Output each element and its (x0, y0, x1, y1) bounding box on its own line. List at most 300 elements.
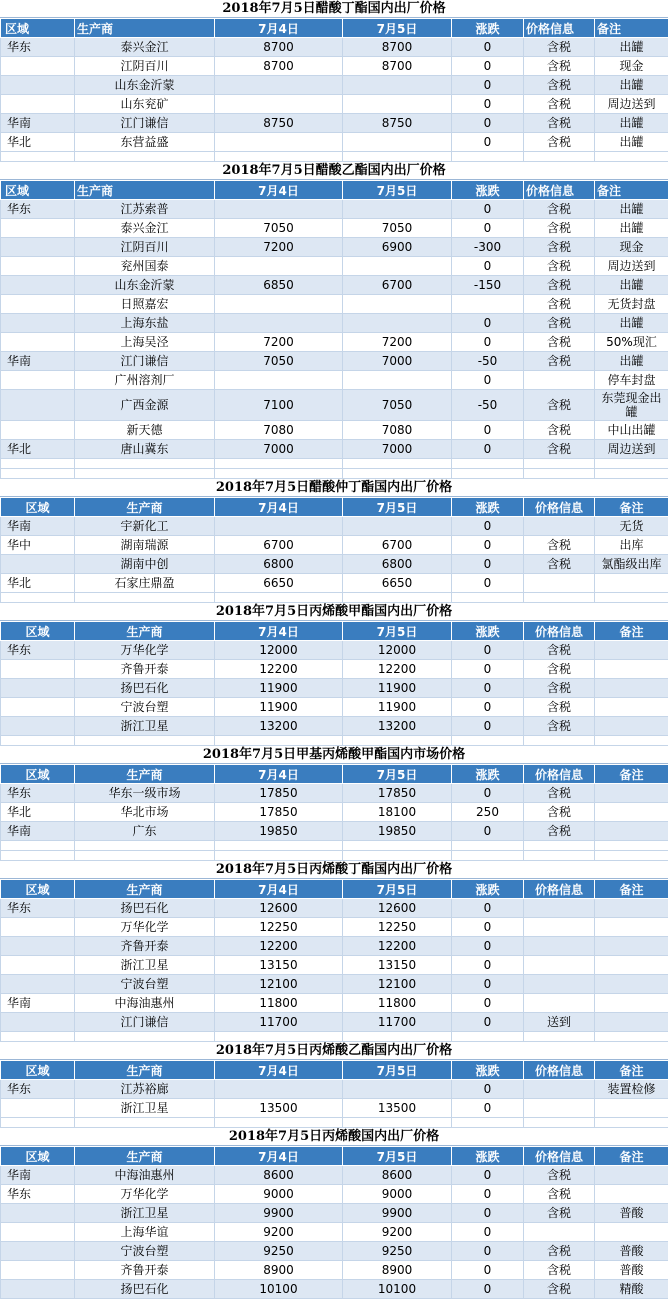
cell-d1 (215, 95, 343, 114)
spacer-cell (595, 459, 668, 469)
cell-d2: 7080 (343, 421, 452, 440)
spacer-cell (524, 152, 595, 162)
column-header: 生产商 (75, 1061, 215, 1080)
cell-producer: 浙江卫星 (75, 717, 215, 736)
spacer-row (1, 1032, 668, 1042)
cell-producer: 东营益盛 (75, 133, 215, 152)
cell-d1: 13150 (215, 956, 343, 975)
spacer-cell (524, 1118, 595, 1128)
cell-note (595, 899, 668, 918)
cell-d1: 11700 (215, 1013, 343, 1032)
column-header: 7月4日 (215, 498, 343, 517)
cell-note: 停车封盘 (595, 371, 668, 390)
cell-chg: 0 (452, 1242, 524, 1261)
cell-region (1, 421, 75, 440)
cell-region (1, 555, 75, 574)
table-row (1, 314, 668, 333)
cell-d2: 7050 (343, 219, 452, 238)
section-title: 2018年7月5日醋酸丁酯国内出厂价格 (0, 0, 668, 18)
cell-region (1, 276, 75, 295)
column-header: 区域 (1, 1061, 75, 1080)
cell-note: 出库 (595, 536, 668, 555)
cell-d2: 12200 (343, 660, 452, 679)
table-row (1, 1099, 668, 1118)
cell-chg: 0 (452, 679, 524, 698)
cell-d1: 6850 (215, 276, 343, 295)
cell-note: 出罐 (595, 314, 668, 333)
cell-price: 含税 (524, 717, 595, 736)
cell-d1: 8600 (215, 1166, 343, 1185)
cell-d2: 11900 (343, 679, 452, 698)
spacer-cell (595, 841, 668, 851)
cell-price: 含税 (524, 641, 595, 660)
cell-region (1, 660, 75, 679)
cell-d2 (343, 76, 452, 95)
cell-price (524, 1099, 595, 1118)
cell-chg: 0 (452, 1013, 524, 1032)
column-header: 涨跌 (452, 1147, 524, 1166)
cell-note: 出罐 (595, 38, 668, 57)
cell-d1: 7080 (215, 421, 343, 440)
table-row (1, 295, 668, 314)
cell-chg: 0 (452, 421, 524, 440)
spacer-cell (452, 851, 524, 861)
cell-producer: 兖州国泰 (75, 257, 215, 276)
cell-region (1, 257, 75, 276)
section-title: 2018年7月5日醋酸仲丁酯国内出厂价格 (0, 479, 668, 497)
cell-price: 含税 (524, 114, 595, 133)
column-header: 价格信息 (524, 622, 595, 641)
cell-note: 普酸 (595, 1242, 668, 1261)
cell-producer: 浙江卫星 (75, 1099, 215, 1118)
spacer-cell (75, 1118, 215, 1128)
spacer-cell (343, 593, 452, 603)
header-row (1, 622, 668, 641)
cell-price: 含税 (524, 698, 595, 717)
cell-chg: 0 (452, 1261, 524, 1280)
cell-region (1, 57, 75, 76)
cell-chg: 0 (452, 440, 524, 459)
header-row (1, 1147, 668, 1166)
column-header: 7月5日 (343, 1061, 452, 1080)
cell-note: 出罐 (595, 200, 668, 219)
cell-note: 周边送到 (595, 257, 668, 276)
spacer-cell (215, 1118, 343, 1128)
spacer-cell (1, 469, 75, 479)
cell-d2: 9200 (343, 1223, 452, 1242)
cell-note (595, 698, 668, 717)
cell-producer: 宇新化工 (75, 517, 215, 536)
column-header: 7月5日 (343, 181, 452, 200)
column-header: 生产商 (75, 622, 215, 641)
cell-price: 含税 (524, 219, 595, 238)
cell-region (1, 1261, 75, 1280)
cell-producer: 新天德 (75, 421, 215, 440)
header-row (1, 1061, 668, 1080)
table-row (1, 238, 668, 257)
cell-d1: 11900 (215, 698, 343, 717)
spacer-cell (524, 469, 595, 479)
column-header: 7月4日 (215, 19, 343, 38)
table-row (1, 660, 668, 679)
cell-d1: 13200 (215, 717, 343, 736)
table-row (1, 918, 668, 937)
price-section (0, 746, 668, 861)
cell-d2: 9000 (343, 1185, 452, 1204)
cell-price: 含税 (524, 1185, 595, 1204)
cell-chg: 250 (452, 803, 524, 822)
spacer-cell (524, 736, 595, 746)
cell-d1: 17850 (215, 803, 343, 822)
cell-d1: 8700 (215, 57, 343, 76)
cell-producer: 上海华谊 (75, 1223, 215, 1242)
cell-chg: 0 (452, 314, 524, 333)
cell-region (1, 295, 75, 314)
spacer-row (1, 851, 668, 861)
cell-note: 50%现汇 (595, 333, 668, 352)
price-table (0, 1060, 668, 1128)
cell-d1: 7200 (215, 238, 343, 257)
column-header: 7月4日 (215, 765, 343, 784)
cell-producer: 湖南中创 (75, 555, 215, 574)
spacer-cell (215, 152, 343, 162)
cell-producer: 山东金沂蒙 (75, 276, 215, 295)
column-header: 7月5日 (343, 765, 452, 784)
column-header: 7月4日 (215, 1061, 343, 1080)
cell-note: 现金 (595, 238, 668, 257)
cell-d2: 7200 (343, 333, 452, 352)
cell-producer: 泰兴金江 (75, 38, 215, 57)
cell-d2: 17850 (343, 784, 452, 803)
cell-note (595, 994, 668, 1013)
cell-price: 含税 (524, 333, 595, 352)
cell-producer: 万华化学 (75, 918, 215, 937)
cell-d2: 8900 (343, 1261, 452, 1280)
cell-region: 华南 (1, 517, 75, 536)
cell-producer: 江门谦信 (75, 1013, 215, 1032)
cell-price: 含税 (524, 1261, 595, 1280)
cell-chg: 0 (452, 38, 524, 57)
cell-d2 (343, 1080, 452, 1099)
cell-chg: -50 (452, 352, 524, 371)
cell-chg: 0 (452, 975, 524, 994)
price-table (0, 879, 668, 1042)
spacer-cell (75, 152, 215, 162)
cell-d1 (215, 76, 343, 95)
column-header: 价格信息 (524, 880, 595, 899)
cell-note (595, 1166, 668, 1185)
price-section (0, 162, 668, 479)
cell-producer: 华北市场 (75, 803, 215, 822)
cell-producer: 扬巴石化 (75, 1280, 215, 1299)
spacer-cell (524, 459, 595, 469)
table-row (1, 95, 668, 114)
cell-note (595, 660, 668, 679)
column-header: 价格信息 (524, 765, 595, 784)
cell-d1 (215, 200, 343, 219)
cell-region (1, 371, 75, 390)
cell-chg: 0 (452, 1223, 524, 1242)
cell-d1: 9900 (215, 1204, 343, 1223)
spacer-cell (452, 736, 524, 746)
cell-region: 华南 (1, 1166, 75, 1185)
cell-d1: 13500 (215, 1099, 343, 1118)
spacer-cell (343, 469, 452, 479)
cell-chg: -150 (452, 276, 524, 295)
spacer-row (1, 152, 668, 162)
cell-chg: 0 (452, 1280, 524, 1299)
table-row (1, 698, 668, 717)
cell-producer: 宁波台塑 (75, 975, 215, 994)
cell-d1 (215, 517, 343, 536)
table-row (1, 276, 668, 295)
section-title: 2018年7月5日醋酸乙酯国内出厂价格 (0, 162, 668, 180)
table-row (1, 679, 668, 698)
cell-producer: 齐鲁开泰 (75, 1261, 215, 1280)
column-header: 7月5日 (343, 498, 452, 517)
table-row (1, 1242, 668, 1261)
spacer-cell (215, 736, 343, 746)
cell-d2: 8600 (343, 1166, 452, 1185)
table-row (1, 1080, 668, 1099)
cell-note (595, 918, 668, 937)
price-table (0, 621, 668, 746)
cell-chg: 0 (452, 660, 524, 679)
table-row (1, 822, 668, 841)
cell-note (595, 679, 668, 698)
cell-price: 含税 (524, 390, 595, 421)
cell-chg: 0 (452, 899, 524, 918)
cell-price: 含税 (524, 660, 595, 679)
spacer-cell (215, 1032, 343, 1042)
cell-price: 含税 (524, 536, 595, 555)
table-row (1, 1013, 668, 1032)
cell-region (1, 1013, 75, 1032)
cell-producer: 山东金沂蒙 (75, 76, 215, 95)
cell-region (1, 975, 75, 994)
spacer-cell (75, 469, 215, 479)
cell-price: 含税 (524, 1242, 595, 1261)
cell-d1: 11900 (215, 679, 343, 698)
section-title: 2018年7月5日甲基丙烯酸甲酯国内市场价格 (0, 746, 668, 764)
cell-region (1, 1204, 75, 1223)
table-row (1, 784, 668, 803)
cell-d2: 7000 (343, 352, 452, 371)
cell-d1: 12200 (215, 660, 343, 679)
cell-price: 含税 (524, 421, 595, 440)
spacer-cell (215, 469, 343, 479)
cell-price: 含税 (524, 200, 595, 219)
cell-chg: 0 (452, 641, 524, 660)
cell-d2 (343, 95, 452, 114)
cell-note: 普酸 (595, 1204, 668, 1223)
cell-producer: 宁波台塑 (75, 698, 215, 717)
cell-note: 装置检修 (595, 1080, 668, 1099)
cell-chg: 0 (452, 956, 524, 975)
table-row (1, 333, 668, 352)
cell-d1 (215, 133, 343, 152)
cell-region: 华中 (1, 536, 75, 555)
column-header: 价格信息 (524, 498, 595, 517)
cell-note: 精酸 (595, 1280, 668, 1299)
cell-price (524, 574, 595, 593)
spacer-row (1, 1118, 668, 1128)
cell-price (524, 994, 595, 1013)
spacer-cell (215, 593, 343, 603)
cell-price: 含税 (524, 1280, 595, 1299)
spacer-cell (1, 841, 75, 851)
column-header: 涨跌 (452, 181, 524, 200)
column-header: 7月4日 (215, 1147, 343, 1166)
cell-note (595, 822, 668, 841)
spacer-cell (452, 469, 524, 479)
cell-price (524, 517, 595, 536)
cell-d2: 12100 (343, 975, 452, 994)
cell-d1: 6800 (215, 555, 343, 574)
cell-d2: 11900 (343, 698, 452, 717)
cell-price: 含税 (524, 314, 595, 333)
column-header: 涨跌 (452, 880, 524, 899)
cell-d1: 7200 (215, 333, 343, 352)
cell-d1: 10100 (215, 1280, 343, 1299)
cell-d1: 12600 (215, 899, 343, 918)
cell-d2: 6800 (343, 555, 452, 574)
cell-chg: 0 (452, 994, 524, 1013)
cell-note (595, 574, 668, 593)
table-row (1, 114, 668, 133)
table-row (1, 440, 668, 459)
cell-region: 华东 (1, 784, 75, 803)
cell-d2: 12000 (343, 641, 452, 660)
table-row (1, 390, 668, 421)
cell-d2: 10100 (343, 1280, 452, 1299)
cell-d2: 13500 (343, 1099, 452, 1118)
cell-price (524, 371, 595, 390)
spacer-cell (524, 841, 595, 851)
cell-producer: 江苏裕廊 (75, 1080, 215, 1099)
spacer-cell (1, 736, 75, 746)
cell-d1: 9250 (215, 1242, 343, 1261)
cell-d1: 9000 (215, 1185, 343, 1204)
cell-price: 含税 (524, 57, 595, 76)
column-header: 备注 (595, 622, 668, 641)
column-header: 涨跌 (452, 765, 524, 784)
section-title: 2018年7月5日丙烯酸丁酯国内出厂价格 (0, 861, 668, 879)
spacer-cell (595, 152, 668, 162)
cell-d2: 6700 (343, 536, 452, 555)
header-row (1, 765, 668, 784)
cell-region: 华东 (1, 641, 75, 660)
cell-region (1, 314, 75, 333)
cell-note: 现金 (595, 57, 668, 76)
price-section (0, 861, 668, 1042)
header-row (1, 880, 668, 899)
cell-region (1, 76, 75, 95)
spacer-cell (343, 152, 452, 162)
column-header: 7月4日 (215, 181, 343, 200)
cell-region: 华北 (1, 574, 75, 593)
cell-chg: 0 (452, 517, 524, 536)
cell-producer: 齐鲁开泰 (75, 660, 215, 679)
cell-chg: 0 (452, 1099, 524, 1118)
table-row (1, 1185, 668, 1204)
cell-note: 无货封盘 (595, 295, 668, 314)
cell-producer: 广西金源 (75, 390, 215, 421)
cell-producer: 上海吴泾 (75, 333, 215, 352)
cell-chg: 0 (452, 95, 524, 114)
spacer-cell (1, 459, 75, 469)
spacer-cell (75, 459, 215, 469)
cell-note (595, 1185, 668, 1204)
cell-d2: 6650 (343, 574, 452, 593)
cell-region (1, 698, 75, 717)
table-row (1, 200, 668, 219)
spacer-cell (1, 593, 75, 603)
price-table (0, 1146, 668, 1299)
cell-d1 (215, 295, 343, 314)
cell-region (1, 1280, 75, 1299)
cell-price: 含税 (524, 295, 595, 314)
cell-d2: 18100 (343, 803, 452, 822)
column-header: 备注 (595, 1061, 668, 1080)
cell-d2 (343, 295, 452, 314)
spacer-cell (452, 459, 524, 469)
column-header: 区域 (1, 765, 75, 784)
spacer-cell (1, 152, 75, 162)
spacer-cell (452, 1118, 524, 1128)
cell-region: 华东 (1, 38, 75, 57)
cell-region: 华东 (1, 899, 75, 918)
cell-d1: 7000 (215, 440, 343, 459)
price-section (0, 603, 668, 746)
cell-note (595, 784, 668, 803)
cell-d2 (343, 257, 452, 276)
cell-price: 含税 (524, 679, 595, 698)
cell-chg: 0 (452, 918, 524, 937)
table-row (1, 1204, 668, 1223)
spacer-cell (1, 1032, 75, 1042)
column-header: 涨跌 (452, 498, 524, 517)
column-header: 备注 (595, 880, 668, 899)
column-header: 价格信息 (524, 181, 595, 200)
cell-note (595, 1223, 668, 1242)
table-row (1, 641, 668, 660)
cell-d1: 6700 (215, 536, 343, 555)
spacer-cell (452, 152, 524, 162)
cell-d1: 19850 (215, 822, 343, 841)
cell-region (1, 219, 75, 238)
cell-note: 中山出罐 (595, 421, 668, 440)
column-header: 价格信息 (524, 19, 595, 38)
cell-chg: 0 (452, 574, 524, 593)
price-table (0, 497, 668, 603)
cell-chg: 0 (452, 1166, 524, 1185)
cell-d1: 8900 (215, 1261, 343, 1280)
cell-chg: 0 (452, 784, 524, 803)
header-row (1, 181, 668, 200)
cell-d2: 8700 (343, 57, 452, 76)
cell-chg: 0 (452, 1185, 524, 1204)
cell-note: 出罐 (595, 219, 668, 238)
column-header: 涨跌 (452, 1061, 524, 1080)
cell-region: 华东 (1, 1080, 75, 1099)
cell-producer: 江阴百川 (75, 238, 215, 257)
cell-price: 含税 (524, 352, 595, 371)
cell-producer: 山东兖矿 (75, 95, 215, 114)
column-header: 生产商 (75, 880, 215, 899)
price-section (0, 1128, 668, 1299)
cell-region (1, 679, 75, 698)
